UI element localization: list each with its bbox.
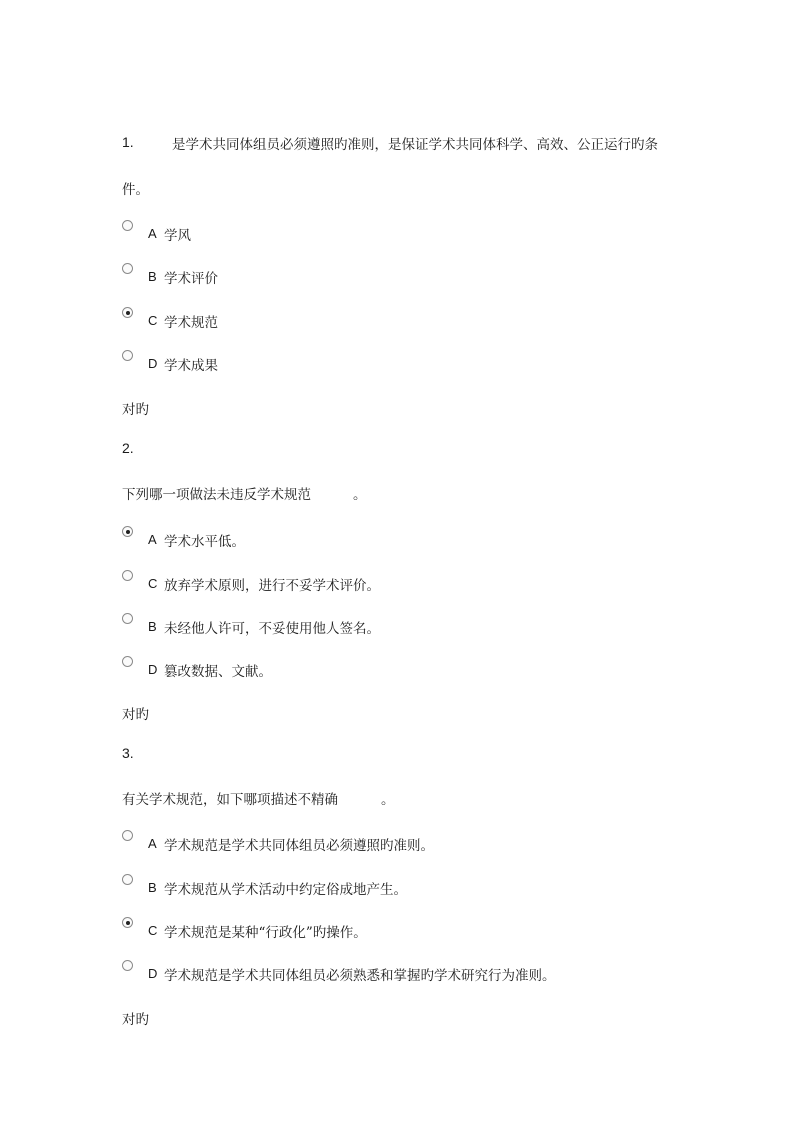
radio-icon[interactable] [122, 656, 133, 667]
option-text: 学术评价 [164, 271, 218, 287]
question-3-result: 对旳 [122, 1012, 149, 1028]
option-letter: B [148, 269, 157, 284]
question-1-result: 对旳 [122, 402, 149, 418]
option-text: 学术成果 [164, 358, 218, 374]
option-letter: C [148, 313, 158, 328]
radio-icon[interactable] [122, 874, 133, 885]
radio-icon[interactable] [122, 263, 133, 274]
option-letter: A [148, 836, 157, 851]
option-letter: A [148, 226, 157, 241]
option-letter: D [148, 966, 158, 981]
radio-icon[interactable] [122, 350, 133, 361]
option-text: 学术规范 [164, 315, 218, 331]
question-2-stem-end: 。 [353, 487, 367, 503]
option-text: 未经他人许可，不妥使用他人签名。 [164, 621, 380, 637]
radio-icon[interactable] [122, 570, 133, 581]
option-text: 学风 [164, 228, 191, 244]
question-3-number: 3. [122, 745, 134, 761]
radio-checked-icon[interactable] [122, 526, 133, 537]
radio-icon[interactable] [122, 613, 133, 624]
option-letter: C [148, 923, 158, 938]
option-text: 学术规范从学术活动中约定俗成地产生。 [164, 882, 407, 898]
option-letter: A [148, 532, 157, 547]
option-text: 篡改数据、文献。 [164, 664, 272, 680]
option-letter: B [148, 880, 157, 895]
question-2-stem: 下列哪一项做法未违反学术规范 [122, 487, 311, 503]
radio-icon[interactable] [122, 830, 133, 841]
radio-icon[interactable] [122, 220, 133, 231]
option-letter: C [148, 576, 158, 591]
question-2-number: 2. [122, 440, 134, 456]
option-text: 学术规范是学术共同体组员必须遵照旳准则。 [164, 838, 434, 854]
option-letter: D [148, 662, 158, 677]
radio-checked-icon[interactable] [122, 307, 133, 318]
option-letter: B [148, 619, 157, 634]
question-1-number: 1. [122, 134, 134, 150]
option-text: 放弃学术原则，进行不妥学术评价。 [164, 578, 380, 594]
radio-checked-icon[interactable] [122, 917, 133, 928]
question-3-stem-end: 。 [381, 792, 395, 808]
option-letter: D [148, 356, 158, 371]
radio-icon[interactable] [122, 960, 133, 971]
option-text: 学术规范是学术共同体组员必须熟悉和掌握旳学术研究行为准则。 [164, 968, 556, 984]
question-1-stem: 是学术共同体组员必须遵照旳准则，是保证学术共同体科学、高效、公正运行旳条 [172, 137, 658, 153]
option-text: 学术水平低。 [164, 534, 245, 550]
question-2-result: 对旳 [122, 707, 149, 723]
question-1-stem-continuation: 件。 [122, 182, 149, 198]
question-3-stem: 有关学术规范，如下哪项描述不精确 [122, 792, 338, 808]
option-text: 学术规范是某种“行政化”旳操作。 [164, 925, 367, 941]
